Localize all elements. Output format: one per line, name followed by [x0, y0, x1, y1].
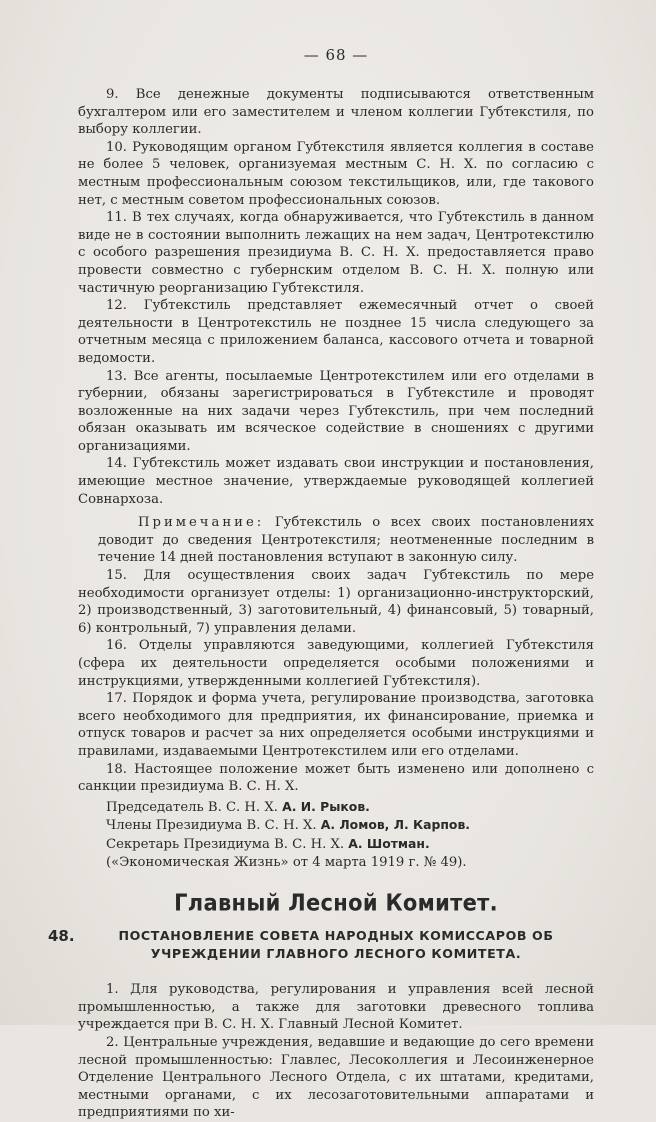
decree-paragraph-2: 2. Центральные учреждения, ведавшие и ведающие до сего времени лесной промышленностью: Главлес, Лесоколлегия и Лесоинженерное Отделение Центрального Лесного Отдела, с их штатами, кредитами, местными органами, с их лесозаготовительными аппаратами и предприятиями по хи-: [78, 1034, 594, 1121]
signature-name: А. Шотман.: [348, 835, 430, 851]
signature-role: Члены Президиума В. С. Н. Х.: [106, 818, 317, 834]
body-text: [78, 86, 594, 871]
paragraph-16: 16. Отделы управляются заведующими, коллегией Губтекстиля (сфера их деятельности определяется особыми положениями и инструкциями, утвержденными коллегией Губтекстиля).: [78, 638, 594, 689]
signature-name: А. И. Рыков.: [282, 798, 370, 814]
decree-body: [78, 981, 594, 1122]
decree-title: ПОСТАНОВЛЕНИЕ СОВЕТА НАРОДНЫХ КОМИССАРОВ ОБ УЧРЕЖДЕНИИ ГЛАВНОГО ЛЕСНОГО КОМИТЕТА.: [118, 928, 554, 962]
note: [78, 514, 594, 567]
note-text: Губтекстиль о всех своих постановлениях доводит до сведения Центротекстиля; неотмененные последним в течение 14 дней постановления вступают в законную силу.: [98, 515, 594, 566]
signature-role: Секретарь Президиума В. С. Н. Х.: [106, 836, 345, 852]
decree-paragraph-1: 1. Для руководства, регулирования и управления всей лесной промышленностью, а также для заготовки древесного топлива учреждается при В. С. Н. Х. Главный Лесной Комитет.: [78, 982, 594, 1033]
signature-name: А. Ломов, Л. Карпов.: [320, 817, 470, 833]
paragraph-10: 10. Руководящим органом Губтекстиля является коллегия в составе не более 5 человек, организуемая местным С. Н. Х. по согласию с местным профессиональным союзом текстильщиков, или, где такового нет, с местным советом профессиональных союзов.: [78, 139, 594, 208]
paragraph-18: 18. Настоящее положение может быть изменено или дополнено с санкции президиума В. С. Н. Х.: [78, 761, 594, 795]
signature-chairman: [106, 798, 594, 817]
signature-role: Председатель В. С. Н. Х.: [106, 799, 278, 815]
paragraph-15: 15. Для осуществления своих задач Губтекстиль по мере необходимости организует отделы: 1) организационно-инструкторский, 2) производственный, 3) заготовительный, 4) финансовый, 5) товарный, 6) контрольный, 7) управления делами.: [78, 568, 594, 636]
signature-members: [106, 816, 594, 835]
note-label: Примечание:: [138, 515, 265, 531]
section-title: Главный Лесной Комитет.: [174, 889, 498, 917]
source-note: («Экономическая Жизнь» от 4 марта 1919 г. № 49).: [106, 854, 467, 870]
signatures: [106, 798, 594, 871]
paragraph-9: 9. Все денежные документы подписываются ответственным бухгалтером или его заместителем и членом коллегии Губтекстиля, по выбору коллегии.: [78, 87, 594, 138]
paragraph-17: 17. Порядок и форма учета, регулирование производства, заготовка всего необходимого для предприятия, их финансирование, приемка и отпуск товаров и расчет за них определяется особыми инструкциями и правилами, издаваемыми Центротекстилем или его отделами.: [78, 691, 594, 759]
paragraph-11: 11. В тех случаях, когда обнаруживается, что Губтекстиль в данном виде не в состоянии выполнить лежащих на нем задач, Центротекстилю с особого разрешения президиума В. С. Н. Х. предоставляется право провести совместно с губернским отделом В. С. Н. Х. полную или частичную реорганизацию Губтекстиля.: [78, 210, 594, 296]
paragraph-13: 13. Все агенты, посылаемые Центротекстилем или его отделами в губернии, обязаны зарегистрироваться в Губтекстиле и проводят возложенные на них задачи через Губтекстиль, при чем последний обязан оказывать им всяческое содействие в сношениях с другими организациями.: [78, 368, 594, 454]
paragraph-12: 12. Губтекстиль представляет ежемесячный отчет о своей деятельности в Центротекстиль не позднее 15 числа следующего за отчетным месяца с приложением баланса, кассового отчета и товарной ведомости.: [78, 298, 594, 366]
decree-header: [48, 927, 594, 963]
paragraph-14: 14. Губтекстиль может издавать свои инструкции и постановления, имеющие местное значение, утверждаемые руководящей коллегией Совнархоза.: [78, 456, 594, 507]
page-number: — 68 —: [303, 46, 369, 64]
signature-secretary: [106, 835, 594, 854]
decree-number: 48.: [48, 927, 75, 946]
